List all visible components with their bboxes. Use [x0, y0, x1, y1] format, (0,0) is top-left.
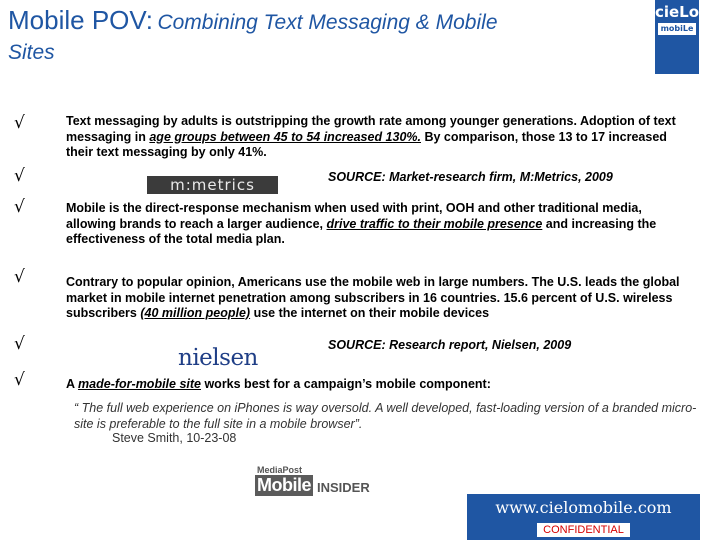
check-icon: √ — [14, 197, 25, 217]
bullet-link: drive traffic to their mobile presence — [326, 216, 543, 231]
check-icon: √ — [14, 113, 25, 133]
footer-url-link[interactable]: www.cielomobile.com — [495, 498, 672, 517]
mediapost-mobile-label: Mobile — [257, 475, 311, 495]
bullet-link: made-for-mobile site — [78, 377, 201, 391]
logo-line1: cieLo — [654, 3, 700, 21]
bullet-link: (40 million people) — [140, 306, 251, 320]
slide-title — [8, 4, 628, 66]
quote-attribution: Steve Smith, 10-23-08 — [112, 431, 237, 445]
mediapost-insider-label: INSIDER — [317, 480, 370, 495]
source-nielsen: SOURCE: Research report, Nielsen, 2009 — [328, 338, 572, 352]
confidential-label-wrap — [467, 520, 700, 538]
bullet-link: age groups between 45 to 54 increased 130%. — [149, 129, 421, 144]
logo-line2: mobiLe — [658, 23, 697, 35]
cielo-mobile-logo — [655, 0, 699, 74]
confidential-label: CONFIDENTIAL — [537, 523, 630, 537]
title-line2: Sites — [8, 40, 55, 64]
nielsen-logo: nielsen — [178, 345, 258, 371]
title-sub: Combining Text Messaging & Mobile — [157, 11, 498, 34]
check-icon: √ — [14, 267, 25, 287]
check-icon: √ — [14, 166, 25, 186]
mediapost-label: MediaPost — [257, 465, 303, 475]
mmetrics-logo: m:metrics — [147, 176, 278, 194]
bullet-text-adult-texting: Text messaging by adults is outstripping the growth rate among younger generations. Adoption of text messaging in age groups between 45 to 54 increased 130%. By comparison, those 13 to 17 increased their text messaging by only 41%. — [66, 114, 676, 159]
check-icon: √ — [14, 370, 25, 390]
mediapost-mobile-insider-logo — [255, 465, 373, 497]
quote-text: “ The full web experience on iPhones is way oversold. A well developed, fast-loading version of a branded micro-site is preferable to the full site in a mobile browser”. — [74, 401, 697, 431]
bullet-text-mobile-web: Contrary to popular opinion, Americans use the mobile web in large numbers. The U.S. leads the global market in mobile internet penetration among subscribers in 16 countries. 15.6 percent of U.S. wireless subscribers (40 million people) use the internet on their mobile devices — [66, 275, 680, 320]
title-main: Mobile POV: — [8, 5, 153, 35]
check-icon: √ — [14, 334, 25, 354]
source-mmetrics: SOURCE: Market-research firm, M:Metrics, 2009 — [328, 170, 613, 184]
bullet-text-direct-response: Mobile is the direct-response mechanism when used with print, OOH and other traditional media, allowing brands to reach a larger audience, drive traffic to their mobile presence and increasing the effectiveness of the total media plan. — [66, 201, 657, 246]
bullet-text-made-for-mobile: A made-for-mobile site works best for a campaign’s mobile component: — [66, 377, 491, 391]
footer-url-box — [467, 494, 700, 540]
